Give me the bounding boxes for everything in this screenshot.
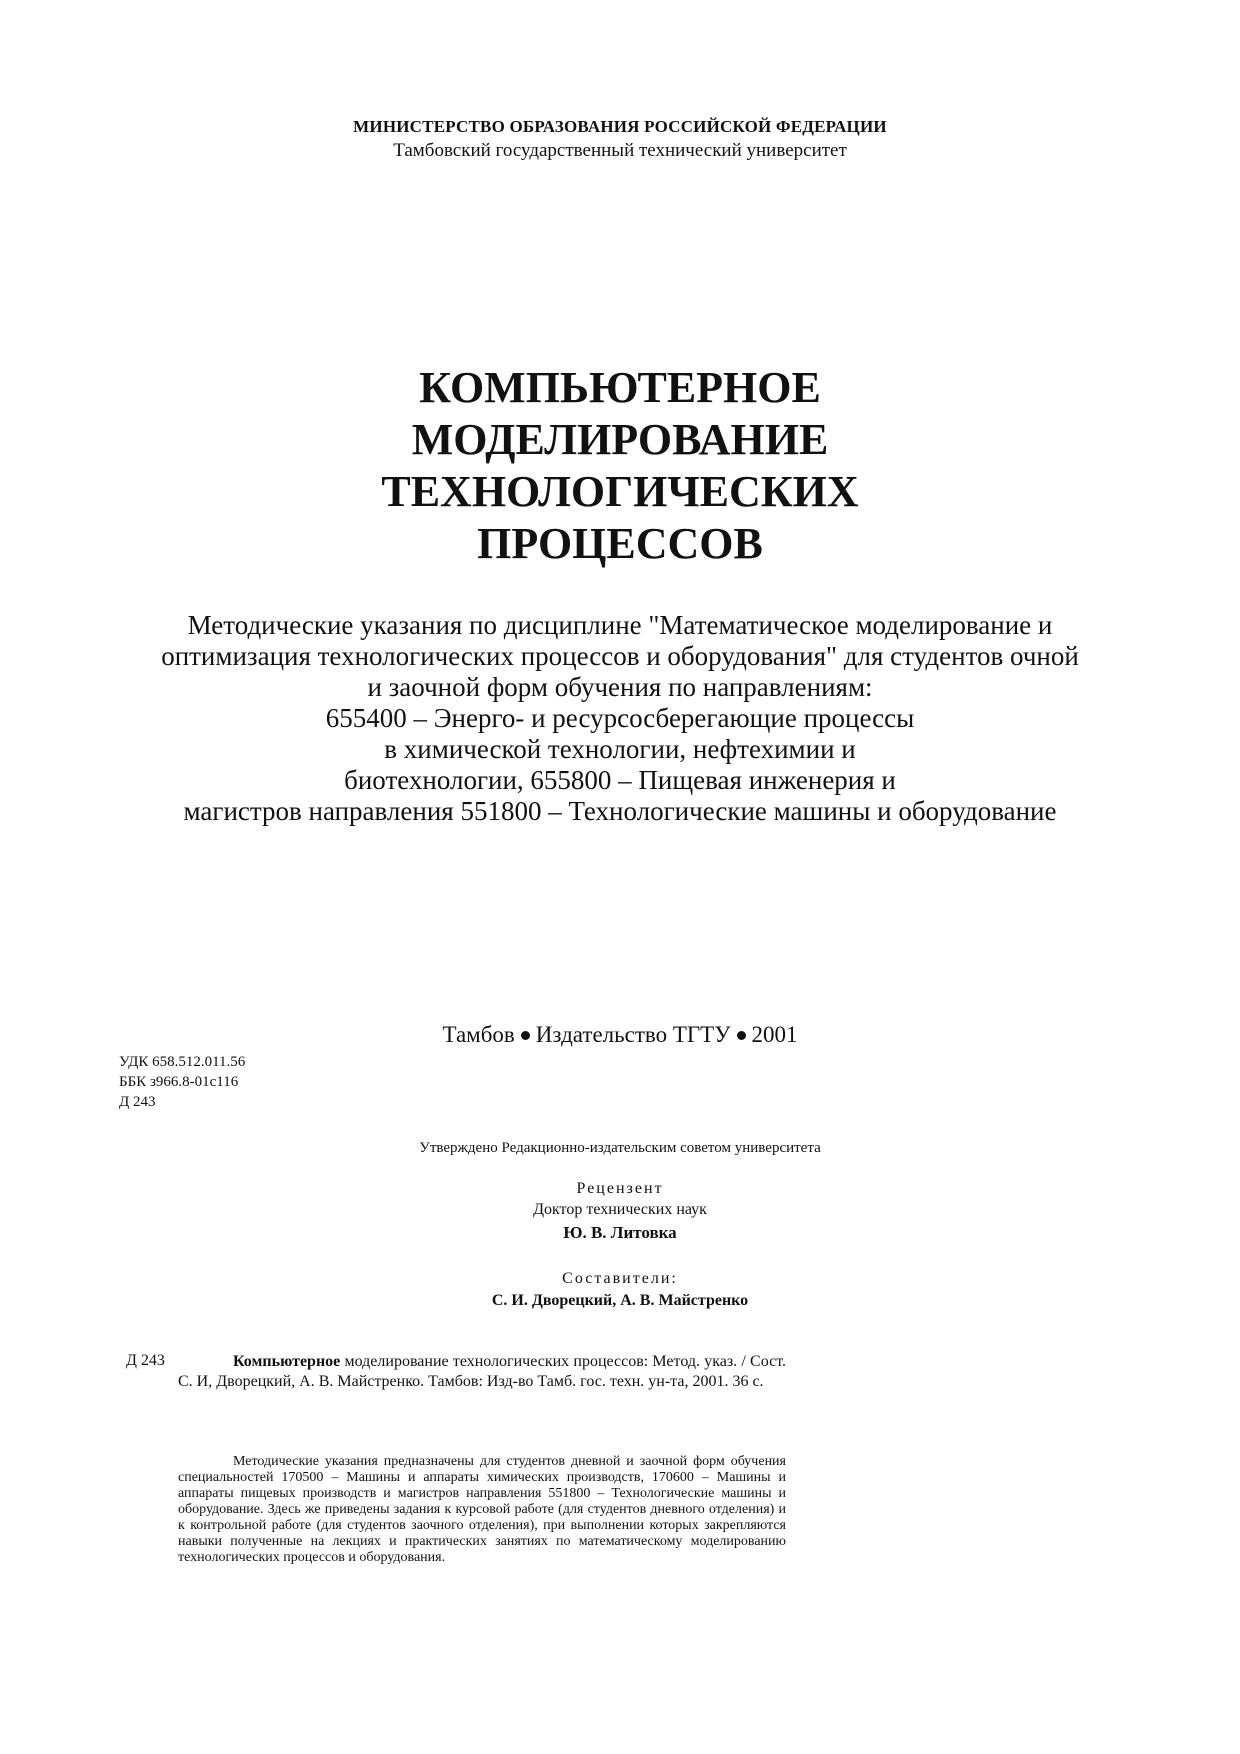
compilers-label: Составители: bbox=[562, 1270, 678, 1287]
imprint-city: Тамбов bbox=[442, 1022, 515, 1047]
classification-codes bbox=[119, 1052, 245, 1112]
subtitle-line: и заочной форм обучения по направлениям: bbox=[367, 672, 873, 702]
title-line: ПРОЦЕССОВ bbox=[477, 519, 763, 568]
author-mark: Д 243 bbox=[119, 1094, 156, 1110]
bibliography-code: Д 243 bbox=[126, 1352, 165, 1369]
subtitle-line: оптимизация технологических процессов и оборудования" для студентов очной bbox=[161, 641, 1079, 671]
reviewer-name: Ю. В. Литовка bbox=[563, 1223, 677, 1242]
udk-code: УДК 658.512.011.56 bbox=[119, 1054, 246, 1070]
bibliography-bold-word: Компьютерное bbox=[233, 1353, 341, 1370]
document-subtitle bbox=[0, 610, 1240, 827]
bullet-icon bbox=[521, 1031, 530, 1040]
subtitle-line: Методические указания по дисциплине "Математическое моделирование и bbox=[187, 610, 1053, 640]
subtitle-line: в химической технологии, нефтехимии и bbox=[384, 734, 856, 764]
bbk-code: ББК з966.8-01с116 bbox=[119, 1074, 239, 1090]
reviewer-label: Рецензент bbox=[576, 1180, 664, 1197]
imprint-line bbox=[0, 1022, 1240, 1048]
compilers-names: С. И. Дворецкий, А. В. Майстренко bbox=[491, 1292, 749, 1309]
bibliography-text: моделирование технологических процессов: Метод. указ. / Сост. С. И, Дворецкий, А. В. Майстренко. Тамбов: Изд-во Тамб. гос. техн. ун-та, 2001. 36 с. bbox=[178, 1353, 786, 1390]
bibliography-entry bbox=[178, 1352, 786, 1392]
title-line: КОМПЬЮТЕРНОЕ bbox=[419, 363, 821, 412]
university-name: Тамбовский государственный технический университет bbox=[393, 140, 847, 161]
subtitle-line: магистров направления 551800 – Технологические машины и оборудование bbox=[183, 796, 1057, 826]
annotation-paragraph: Методические указания предназначены для студентов дневной и заочной форм обучения специальностей 170500 – Машины и аппараты химических производств, 170600 – Машины и аппараты пищевых производств и магистров направления 551800 – Технологические машины и оборудование. Здесь же приведены задания к курсовой работе (для студентов дневного отделения) и к контрольной работе (для студентов заочного отделения), при выполнении которых закрепляются навыки полученные на лекциях и практических занятиях по математическому моделированию технологических процессов и оборудования. bbox=[178, 1454, 786, 1565]
imprint-publisher: Издательство ТГТУ bbox=[535, 1022, 731, 1047]
reviewer-degree: Доктор технических наук bbox=[533, 1201, 707, 1218]
bullet-icon bbox=[737, 1031, 746, 1040]
title-line: МОДЕЛИРОВАНИЕ bbox=[411, 415, 829, 464]
imprint-year: 2001 bbox=[751, 1022, 798, 1047]
document-title bbox=[0, 362, 1240, 570]
subtitle-line: биотехнологии, 655800 – Пищевая инженерия и bbox=[344, 765, 896, 795]
approval-note: Утверждено Редакционно-издательским советом университета bbox=[419, 1140, 821, 1156]
title-line: ТЕХНОЛОГИЧЕСКИХ bbox=[381, 467, 859, 516]
subtitle-line: 655400 – Энерго- и ресурсосберегающие процессы bbox=[325, 703, 915, 733]
ministry-header: МИНИСТЕРСТВО ОБРАЗОВАНИЯ РОССИЙСКОЙ ФЕДЕРАЦИИ bbox=[353, 117, 887, 136]
